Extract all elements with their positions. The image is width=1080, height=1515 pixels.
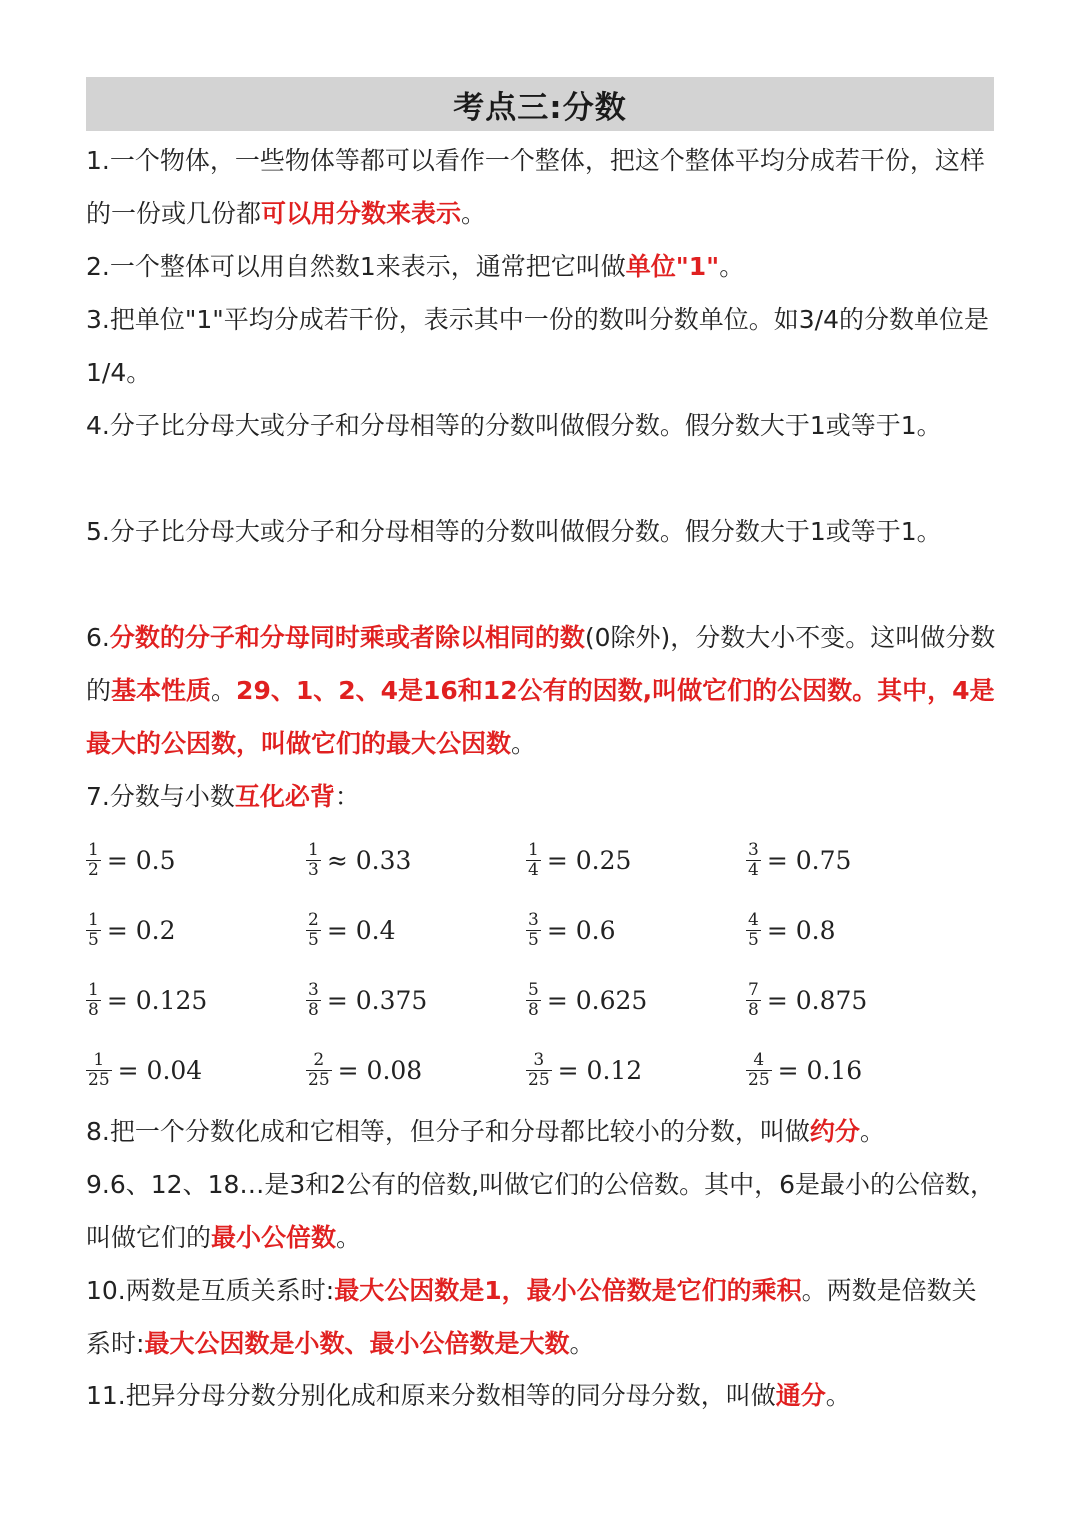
- numerator: 4: [753, 1049, 765, 1070]
- denominator: 3: [308, 859, 319, 880]
- numerator: 3: [533, 1049, 545, 1070]
- text-run: 2.一个整体可以用自然数1来表示，通常把它叫做: [86, 252, 626, 281]
- item-9: [86, 1158, 996, 1264]
- numerator: 1: [93, 1049, 105, 1070]
- highlight-text: 互化必背: [234, 782, 335, 811]
- fraction: [526, 1051, 552, 1090]
- fraction-cell: [306, 1040, 422, 1100]
- highlight-text: 可以用分数来表示: [261, 199, 462, 228]
- item-1: [86, 134, 996, 240]
- numerator: 1: [528, 839, 539, 860]
- denominator: 25: [88, 1069, 110, 1090]
- text-run: (0除外)，分数大小不变。这叫做分数的: [86, 623, 996, 705]
- fraction-cell: [526, 1040, 642, 1100]
- text-run: 1.一个物体，一些物体等都可以看作一个整体，把这个整体平均分成若干份，这样的一份或几份都: [86, 146, 985, 228]
- numerator: 3: [528, 909, 539, 930]
- section-title: 考点三:分数: [86, 77, 994, 131]
- denominator: 5: [528, 929, 539, 950]
- decimal-value: = 0.75: [766, 845, 852, 875]
- denominator: 5: [748, 929, 759, 950]
- highlight-text: 分数的分子和分母同时乘或者除以相同的数: [109, 623, 585, 652]
- decimal-value: = 0.875: [766, 985, 868, 1015]
- fraction-row: [86, 900, 996, 960]
- fraction: [306, 1051, 332, 1090]
- numerator: 5: [528, 979, 539, 1000]
- fraction-cell: [746, 900, 835, 960]
- decimal-value: = 0.16: [777, 1055, 863, 1085]
- fraction-cell: [526, 900, 615, 960]
- decimal-value: = 0.12: [557, 1055, 643, 1085]
- numerator: 1: [88, 979, 99, 1000]
- fraction-cell: [86, 1040, 202, 1100]
- item-4: [86, 399, 996, 452]
- item-6: [86, 611, 996, 770]
- item-2: [86, 240, 996, 293]
- highlight-text: 最大公因数是小数、最小公倍数是大数: [144, 1329, 570, 1358]
- fraction-cell: [306, 900, 395, 960]
- highlight-text: 基本性质: [111, 676, 212, 705]
- fraction-cell: [306, 830, 411, 890]
- denominator: 5: [308, 929, 319, 950]
- text-run: 10.两数是互质关系时:: [86, 1276, 335, 1305]
- fraction: [526, 981, 541, 1020]
- item-5: [86, 505, 996, 558]
- item-3: [86, 293, 996, 399]
- fraction-cell: [746, 830, 851, 890]
- numerator: 3: [308, 979, 319, 1000]
- fraction: [746, 911, 761, 950]
- text-run: 11.把异分母分数分别化成和原来分数相等的同分母分数，叫做: [86, 1381, 776, 1410]
- fraction: [86, 981, 101, 1020]
- text-run: ：: [334, 782, 360, 811]
- text-run: 。: [211, 676, 237, 705]
- decimal-value: = 0.2: [106, 915, 176, 945]
- fraction: [526, 911, 541, 950]
- text-run: 7.分数与小数: [86, 782, 235, 811]
- text-run: 8.把一个分数化成和它相等，但分子和分母都比较小的分数，叫做: [86, 1117, 810, 1146]
- fraction-row: [86, 830, 996, 890]
- numerator: 7: [748, 979, 759, 1000]
- fraction-row: [86, 1040, 996, 1100]
- text-run: 9.6、12、18…是3和2公有的倍数,叫做它们的公倍数。其中，6是最小的公倍数，叫做它们的: [86, 1170, 996, 1252]
- highlight-text: 29、1、2、4是16和12公有的因数,叫做它们的公因数。其中，4是最大的公因数，叫做它们的最大公因数: [86, 676, 995, 758]
- item-8: [86, 1105, 996, 1158]
- text-run: 。: [511, 729, 537, 758]
- fraction-cell: [86, 830, 175, 890]
- item-11: [86, 1369, 996, 1422]
- text-run: 。: [719, 252, 745, 281]
- fraction-cell: [526, 830, 631, 890]
- denominator: 2: [88, 859, 99, 880]
- decimal-value: = 0.8: [766, 915, 836, 945]
- numerator: 1: [88, 909, 99, 930]
- decimal-value: = 0.625: [546, 985, 648, 1015]
- fraction: [86, 1051, 112, 1090]
- fraction: [746, 981, 761, 1020]
- decimal-value: = 0.125: [106, 985, 208, 1015]
- denominator: 8: [88, 999, 99, 1020]
- highlight-text: 最小公倍数: [211, 1223, 337, 1252]
- fraction: [306, 841, 321, 880]
- denominator: 8: [748, 999, 759, 1020]
- fraction: [306, 911, 321, 950]
- decimal-value: = 0.08: [337, 1055, 423, 1085]
- numerator: 1: [88, 839, 99, 860]
- fraction-cell: [86, 900, 175, 960]
- text-run: 。: [859, 1117, 885, 1146]
- denominator: 4: [748, 859, 759, 880]
- denominator: 25: [748, 1069, 770, 1090]
- denominator: 4: [528, 859, 539, 880]
- numerator: 3: [748, 839, 759, 860]
- decimal-value: = 0.5: [106, 845, 176, 875]
- decimal-value: ≈ 0.33: [326, 845, 412, 875]
- fraction: [746, 1051, 772, 1090]
- fraction: [86, 911, 101, 950]
- denominator: 25: [528, 1069, 550, 1090]
- numerator: 2: [308, 909, 319, 930]
- numerator: 4: [748, 909, 759, 930]
- decimal-value: = 0.4: [326, 915, 396, 945]
- item-7: [86, 770, 996, 823]
- decimal-value: = 0.6: [546, 915, 616, 945]
- fraction: [746, 841, 761, 880]
- decimal-value: = 0.375: [326, 985, 428, 1015]
- decimal-value: = 0.04: [117, 1055, 203, 1085]
- highlight-text: 最大公因数是1，最小公倍数是它们的乘积: [334, 1276, 802, 1305]
- fraction: [526, 841, 541, 880]
- numerator: 2: [313, 1049, 325, 1070]
- text-run: 3.把单位"1"平均分成若干份，表示其中一份的数叫分数单位。如3/4的分数单位是1/4。: [86, 305, 989, 387]
- denominator: 8: [528, 999, 539, 1020]
- highlight-text: 约分: [809, 1117, 860, 1146]
- text-run: 。: [461, 199, 487, 228]
- text-run: 。: [569, 1329, 595, 1358]
- text-run: 5.分子比分母大或分子和分母相等的分数叫做假分数。假分数大于1或等于1。: [86, 517, 942, 546]
- denominator: 5: [88, 929, 99, 950]
- fraction-cell: [306, 970, 427, 1030]
- fraction: [86, 841, 101, 880]
- fraction-row: [86, 970, 996, 1030]
- highlight-text: 单位"1": [625, 252, 720, 281]
- denominator: 25: [308, 1069, 330, 1090]
- text-run: 。两数是倍数关系时:: [86, 1276, 977, 1358]
- text-run: 。: [825, 1381, 851, 1410]
- fraction-cell: [746, 970, 867, 1030]
- text-run: 6.: [86, 623, 110, 652]
- text-run: 。: [336, 1223, 362, 1252]
- text-run: 4.分子比分母大或分子和分母相等的分数叫做假分数。假分数大于1或等于1。: [86, 411, 942, 440]
- numerator: 1: [308, 839, 319, 860]
- item-10: [86, 1264, 996, 1370]
- highlight-text: 通分: [775, 1381, 826, 1410]
- fraction-cell: [86, 970, 207, 1030]
- fraction: [306, 981, 321, 1020]
- denominator: 8: [308, 999, 319, 1020]
- fraction-cell: [746, 1040, 862, 1100]
- fraction-cell: [526, 970, 647, 1030]
- decimal-value: = 0.25: [546, 845, 632, 875]
